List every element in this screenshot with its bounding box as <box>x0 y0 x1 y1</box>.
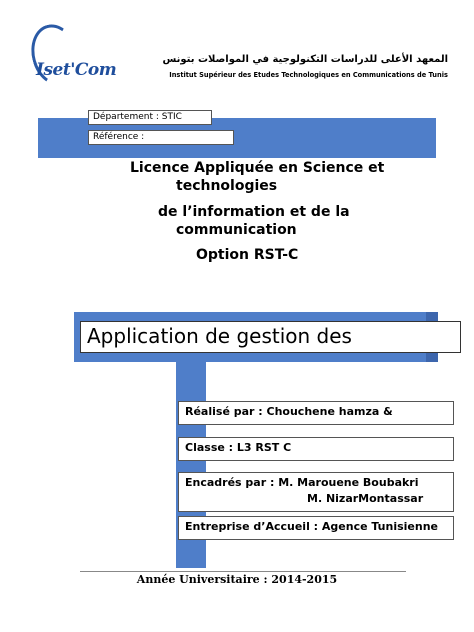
degree-title-line2: technologies <box>176 178 278 194</box>
encadres-line2: M. NizarMontassar <box>307 492 424 505</box>
institute-name-french: Institut Supérieur des Etudes Technologiques en Communications de Tunis <box>169 70 448 79</box>
encadres-par-box <box>178 472 454 512</box>
encadres-line1: Encadrés par : M. Marouene Boubakri <box>185 476 419 489</box>
project-title: Application de gestion des <box>80 321 461 353</box>
departement-field: Département : STIC <box>88 110 212 125</box>
classe-box: Classe : L3 RST C <box>178 437 454 461</box>
degree-title-line4: communication <box>176 222 297 238</box>
degree-title-line3: de l’information et de la <box>158 204 350 220</box>
institute-name-arabic: المعهد الأعلى للدراسات التكنولوجية في المواصلات بتونس <box>162 54 448 65</box>
logo-ring-icon <box>25 19 85 91</box>
degree-title-line1: Licence Appliquée en Science et <box>130 160 385 176</box>
reference-field: Référence : <box>88 130 234 145</box>
academic-year: Année Universitaire : 2014-2015 <box>136 573 338 586</box>
entreprise-box: Entreprise d’Accueil : Agence Tunisienne <box>178 516 454 540</box>
logo-text: Iset'Com <box>36 60 117 80</box>
isetcom-logo <box>30 24 117 88</box>
realise-par-box: Réalisé par : Chouchene hamza & <box>178 401 454 425</box>
degree-option: Option RST-C <box>196 247 299 263</box>
footer-divider <box>80 571 406 572</box>
